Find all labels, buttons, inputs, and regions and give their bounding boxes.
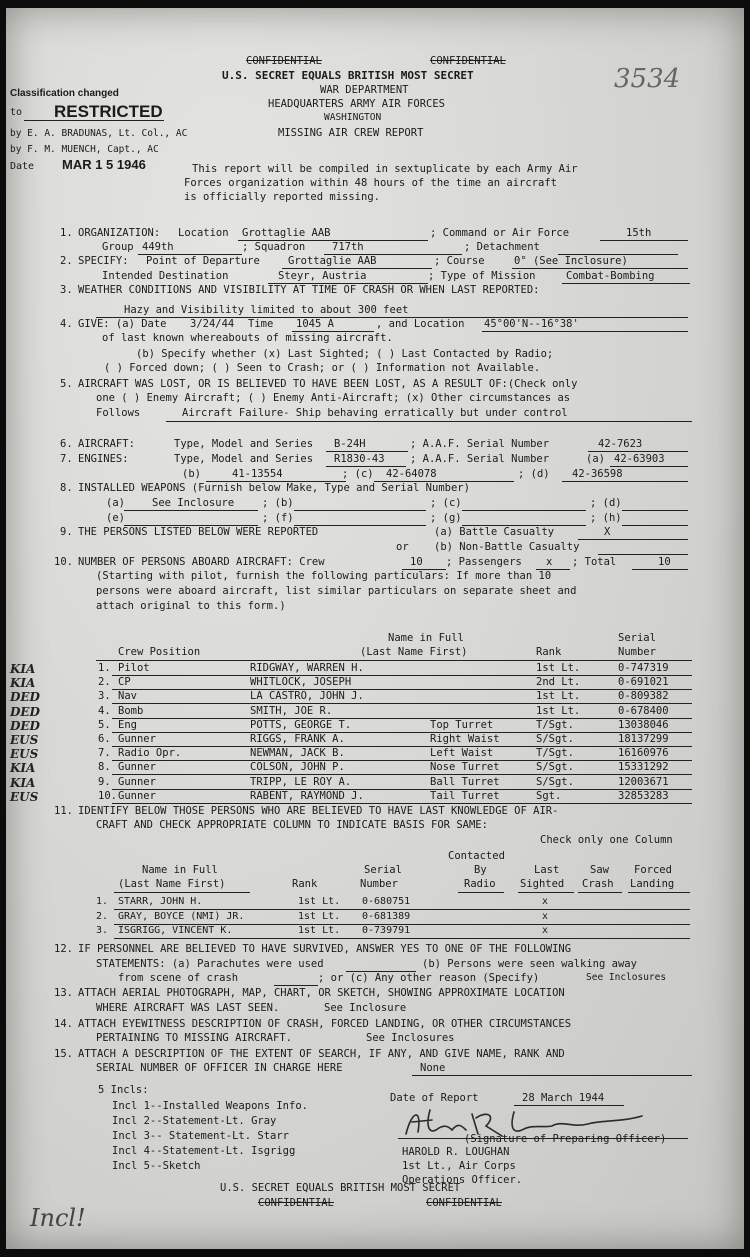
crew-status-mark: DED <box>10 718 40 733</box>
item10-passengers-label: ; Passengers <box>446 556 522 568</box>
signature-label: (Signature of Preparing Officer) <box>464 1133 667 1145</box>
item2-destination-label: Intended Destination <box>102 270 229 282</box>
item10-line4: attach original to this form.) <box>96 600 286 612</box>
item10-crew: 10 <box>410 556 423 568</box>
item4-line3: (b) Specify whether (x) Last Sighted; ( ) Last Contacted by Radio; <box>136 348 554 360</box>
classification-date: MAR 1 5 1946 <box>62 157 146 172</box>
item11-header-rank: Rank <box>292 878 318 890</box>
crew-status-mark: KIA <box>10 676 36 691</box>
item11-check-only: Check only one Column <box>540 834 673 846</box>
item11-header-crash: Crash <box>582 878 614 890</box>
crew-row-number: 3. <box>98 690 111 703</box>
item8-f: ; (f) <box>262 512 294 524</box>
item11-number: 11. <box>54 805 73 817</box>
signer-name: HAROLD R. LOUGHAN <box>402 1146 510 1158</box>
date-of-report-label: Date of Report <box>390 1092 479 1104</box>
item11-header-landing: Landing <box>630 878 675 890</box>
item7-c: 42-64078 <box>386 468 437 480</box>
item14-line1: ATTACH EYEWITNESS DESCRIPTION OF CRASH, FORCED LANDING, OR OTHER CIRCUMSTANCES <box>78 1018 572 1030</box>
witness-serial: 0-680751 <box>362 896 411 907</box>
report-title: MISSING AIR CREW REPORT <box>278 127 424 139</box>
crew-header-rank: Rank <box>536 646 562 658</box>
incl-item: Incl 2--Statement-Lt. Gray <box>112 1115 277 1127</box>
crew-serial: 13038046 <box>618 718 669 731</box>
item7-c-label: ; (c) <box>342 468 374 480</box>
crew-position: Eng <box>118 718 137 731</box>
crew-row-number: 6. <box>98 733 111 745</box>
crew-name: NEWMAN, JACK B. <box>250 747 345 760</box>
crew-status-mark: KIA <box>10 775 36 790</box>
crew-rank: T/Sgt. <box>536 718 574 731</box>
witness-rank: 1st Lt. <box>298 910 341 922</box>
witness-row-number: 1. <box>96 896 109 907</box>
item10-line3: persons were aboard aircraft, list similar particulars on separate sheet and <box>96 585 577 597</box>
item15-number: 15. <box>54 1048 73 1060</box>
item12-line2b: (b) Persons were seen walking away <box>422 958 637 970</box>
footer-conf-right: CONFIDENTIAL <box>426 1197 502 1209</box>
crew-position: CP <box>118 676 131 689</box>
item5-line2: one ( ) Enemy Aircraft; ( ) Enemy Anti-Aircraft; (x) Other circumstances as <box>96 392 571 404</box>
item8-d: ; (d) <box>590 497 622 509</box>
crew-name: RIGGS, FRANK A. <box>250 733 345 745</box>
crew-serial: 32853283 <box>618 789 669 802</box>
item10-label: NUMBER OF PERSONS ABOARD AIRCRAFT: Crew <box>78 556 325 568</box>
item2-mission-label: ; Type of Mission <box>428 270 536 282</box>
item11-header-name-1: Name in Full <box>142 864 218 876</box>
item12-number: 12. <box>54 943 73 955</box>
item2-destination: Steyr, Austria <box>278 270 367 282</box>
item11-header-forced: Forced <box>634 864 672 876</box>
classification-by1: by E. A. BRADUNAS, Lt. Col., AC <box>10 128 188 139</box>
crew-row-number: 5. <box>98 718 111 731</box>
item4-line4: ( ) Forced down; ( ) Seen to Crash; or ( ) Information not Available. <box>104 362 541 374</box>
crew-rank: 1st Lt. <box>536 704 581 717</box>
item1-command-label: ; Command or Air Force <box>430 227 570 239</box>
item2-departure-label: Point of Departure <box>146 255 260 267</box>
crew-rank: T/Sgt. <box>536 747 574 760</box>
incl-item: Incl 5--Sketch <box>112 1160 201 1172</box>
witness-serial: 0-739791 <box>362 925 411 936</box>
item8-label: INSTALLED WEAPONS (Furnish below Make, Type and Serial Number) <box>78 482 470 494</box>
item14-number: 14. <box>54 1018 73 1030</box>
item13-line2b: See Inclosure <box>324 1002 407 1014</box>
item3-number: 3. <box>60 284 73 296</box>
crew-status-mark: EUS <box>10 789 39 804</box>
crew-status-mark: EUS <box>10 747 39 762</box>
item11-line2: CRAFT AND CHECK APPROPRIATE COLUMN TO INDICATE BASIS FOR SAME: <box>96 819 488 831</box>
item4-location-label: , and Location <box>376 318 465 330</box>
header-conf-right: CONFIDENTIAL <box>430 55 506 67</box>
witness-rank: 1st Lt. <box>298 925 341 936</box>
crew-position: Pilot <box>118 662 150 674</box>
incl-item: Incl 4--Statement-Lt. Isgrigg <box>112 1145 296 1157</box>
item1-command: 15th <box>626 227 652 239</box>
item4-label: GIVE: (a) Date <box>78 318 167 330</box>
classification-by2: by F. M. MUENCH, Capt., AC <box>10 144 159 155</box>
item11-line1: IDENTIFY BELOW THOSE PERSONS WHO ARE BELIEVED TO HAVE LAST KNOWLEDGE OF AIR- <box>78 805 559 817</box>
item11-header-serial-1: Serial <box>364 864 402 876</box>
intro-line-2: Forces organization within 48 hours of the time an aircraft <box>184 177 557 189</box>
item9-a-value: X <box>604 526 611 538</box>
item13-line1: ATTACH AERIAL PHOTOGRAPH, MAP, CHART, OR SKETCH, SHOWING APPROXIMATE LOCATION <box>78 987 565 999</box>
crew-row-number: 8. <box>98 761 111 774</box>
item2-course-label: ; Course <box>434 255 485 267</box>
item7-b: 41-13554 <box>232 468 283 480</box>
witness-row-number: 3. <box>96 925 109 936</box>
crew-serial: 15331292 <box>618 761 669 774</box>
crew-serial: 12003671 <box>618 775 669 788</box>
witness-serial: 0-681389 <box>362 910 411 922</box>
crew-rank: S/Sgt. <box>536 775 574 788</box>
item1-number: 1. <box>60 227 73 239</box>
item8-h: ; (h) <box>590 512 622 524</box>
item5-number: 5. <box>60 378 73 390</box>
witness-name: STARR, JOHN H. <box>118 896 203 907</box>
crew-serial: 18137299 <box>618 733 669 745</box>
crew-header-serial-1: Serial <box>618 632 656 644</box>
crew-name: WHITLOCK, JOSEPH <box>250 676 352 689</box>
header-dept: WAR DEPARTMENT <box>320 84 409 96</box>
item7-number: 7. <box>60 453 73 465</box>
item7-serial-label: ; A.A.F. Serial Number <box>410 453 550 465</box>
item7-d: 42-36598 <box>572 468 623 480</box>
item2-number: 2. <box>60 255 73 267</box>
item7-b-label: (b) <box>182 468 201 480</box>
item10-number: 10. <box>54 556 73 568</box>
crew-serial: 0-678400 <box>618 704 669 717</box>
item8-c: ; (c) <box>430 497 462 509</box>
crew-rank: 1st Lt. <box>536 690 581 703</box>
item12-line1: IF PERSONNEL ARE BELIEVED TO HAVE SURVIVED, ANSWER YES TO ONE OF THE FOLLOWING <box>78 943 572 955</box>
item5-line3-label: Follows <box>96 407 141 419</box>
item9-b: (b) Non-Battle Casualty <box>434 541 580 553</box>
item1-group: 449th <box>142 241 174 253</box>
item5-line3: Aircraft Failure- Ship behaving erratically but under control <box>182 407 568 419</box>
item6-label: AIRCRAFT: <box>78 438 135 450</box>
item9-a: (a) Battle Casualty <box>434 526 555 538</box>
item7-d-label: ; (d) <box>518 468 550 480</box>
item9-number: 9. <box>60 526 73 538</box>
header-conf-left: CONFIDENTIAL <box>246 55 322 67</box>
incl-item: Incl 1--Installed Weapons Info. <box>112 1100 308 1112</box>
item13-line2: WHERE AIRCRAFT WAS LAST SEEN. <box>96 1002 280 1014</box>
witness-name: ISGRIGG, VINCENT K. <box>118 925 233 936</box>
crew-position: Gunner <box>118 733 156 745</box>
item10-total-label: ; Total <box>572 556 617 568</box>
item11-header-contacted: Contacted <box>448 850 505 862</box>
item1-location: Grottaglie AAB <box>242 227 331 239</box>
header-city: WASHINGTON <box>324 112 382 123</box>
item10-passengers: x <box>546 556 553 568</box>
crew-name: RIDGWAY, WARREN H. <box>250 662 364 674</box>
crew-position: Nav <box>118 690 137 703</box>
witness-last-sighted-mark: x <box>542 925 549 936</box>
header-equals: U.S. SECRET EQUALS BRITISH MOST SECRET <box>222 69 474 82</box>
witness-row-number: 2. <box>96 910 109 922</box>
item4-location: 45°00'N--16°38' <box>484 318 579 330</box>
crew-row-number: 9. <box>98 775 111 788</box>
item11-header-sighted: Sighted <box>520 878 565 890</box>
crew-row-number: 4. <box>98 704 111 717</box>
item8-a-value: See Inclosure <box>152 497 235 509</box>
item4-time: 1045 A <box>296 318 334 330</box>
signer-rank: 1st Lt., Air Corps <box>402 1160 516 1172</box>
item2-departure: Grottaglie AAB <box>288 255 377 267</box>
item12-line3b: ; or (c) Any other reason (Specify) <box>318 972 540 984</box>
crew-rank: S/Sgt. <box>536 761 574 774</box>
crew-station: Tail Turret <box>430 789 500 802</box>
crew-position: Gunner <box>118 775 156 788</box>
item4-line2: of last known whereabouts of missing aircraft. <box>102 332 393 344</box>
item7-type: R1830-43 <box>334 453 385 465</box>
item4-date: 3/24/44 <box>190 318 235 330</box>
witness-rank: 1st Lt. <box>298 896 341 907</box>
item6-type: B-24H <box>334 438 366 450</box>
item2-mission: Combat-Bombing <box>566 270 655 282</box>
item10-total: 10 <box>658 556 671 568</box>
witness-name: GRAY, BOYCE (NMI) JR. <box>118 910 245 922</box>
date-of-report: 28 March 1944 <box>522 1092 605 1104</box>
item6-serial: 42-7623 <box>598 438 643 450</box>
crew-name: TRIPP, LE ROY A. <box>250 775 352 788</box>
item5-line1: AIRCRAFT WAS LOST, OR IS BELIEVED TO HAVE BEEN LOST, AS A RESULT OF:(Check only <box>78 378 578 390</box>
witness-last-sighted-mark: x <box>542 910 549 922</box>
item12-line3a: from scene of crash <box>118 972 239 984</box>
crew-header-serial-2: Number <box>618 646 656 658</box>
footer-conf-left: CONFIDENTIAL <box>258 1197 334 1209</box>
crew-status-mark: DED <box>10 704 40 719</box>
item14-line2: PERTAINING TO MISSING AIRCRAFT. <box>96 1032 292 1044</box>
classification-to-label: to <box>10 107 23 118</box>
item2-course: 0° (See Inclosure) <box>514 255 628 267</box>
classification-restricted: RESTRICTED <box>54 102 163 121</box>
crew-row-number: 7. <box>98 747 111 760</box>
item6-number: 6. <box>60 438 73 450</box>
item1-location-label: Location <box>178 227 229 239</box>
classification-date-label: Date <box>10 161 35 172</box>
item10-line2: (Starting with pilot, furnish the following particulars: If more than 10 <box>96 570 552 582</box>
item8-number: 8. <box>60 482 73 494</box>
intro-line-3: is officially reported missing. <box>184 191 380 203</box>
crew-status-mark: EUS <box>10 733 39 747</box>
crew-row-number: 1. <box>98 662 111 674</box>
crew-header-name-2: (Last Name First) <box>360 646 468 658</box>
item3-value: Hazy and Visibility limited to about 300 feet <box>124 304 409 316</box>
item7-type-label: Type, Model and Series <box>174 453 314 465</box>
crew-station: Ball Turret <box>430 775 500 788</box>
footer-equals: U.S. SECRET EQUALS BRITISH MOST SECRET <box>220 1182 461 1194</box>
item11-header-last: Last <box>534 864 560 876</box>
item11-header-name-2: (Last Name First) <box>118 878 226 890</box>
crew-serial: 16160976 <box>618 747 669 760</box>
item13-number: 13. <box>54 987 73 999</box>
item12-line2a: STATEMENTS: (a) Parachutes were used <box>96 958 324 970</box>
crew-station: Nose Turret <box>430 761 500 774</box>
crew-position: Radio Opr. <box>118 747 182 760</box>
crew-serial: 0-809382 <box>618 690 669 703</box>
report-page <box>6 8 744 1249</box>
crew-serial: 0-691021 <box>618 676 669 689</box>
crew-header-position: Crew Position <box>118 646 201 658</box>
header-hq: HEADQUARTERS ARMY AIR FORCES <box>268 98 446 110</box>
item15-line2: SERIAL NUMBER OF OFFICER IN CHARGE HERE <box>96 1062 343 1074</box>
crew-status-mark: KIA <box>10 761 36 776</box>
item8-a: (a) <box>106 497 125 509</box>
item7-label: ENGINES: <box>78 453 129 465</box>
crew-station: Left Waist <box>430 747 494 760</box>
crew-name: COLSON, JOHN P. <box>250 761 345 774</box>
crew-name: LA CASTRO, JOHN J. <box>250 690 364 703</box>
crew-rank: Sgt. <box>536 789 562 802</box>
item11-header-saw: Saw <box>590 864 609 876</box>
item9-label: THE PERSONS LISTED BELOW WERE REPORTED <box>78 526 319 538</box>
crew-header-name-1: Name in Full <box>388 632 464 644</box>
incl-item: Incl 3-- Statement-Lt. Starr <box>112 1130 290 1142</box>
crew-status-mark: KIA <box>10 662 36 676</box>
item12-line3c: See Inclosures <box>586 972 667 983</box>
crew-station: Top Turret <box>430 718 494 731</box>
item8-e: (e) <box>106 512 125 524</box>
crew-name: SMITH, JOE R. <box>250 704 333 717</box>
item1-squadron-label: ; Squadron <box>242 241 306 253</box>
item8-g: ; (g) <box>430 512 462 524</box>
macr-number: 3534 <box>614 64 681 94</box>
item9-or: or <box>396 541 409 553</box>
item15-line1: ATTACH A DESCRIPTION OF THE EXTENT OF SEARCH, IF ANY, AND GIVE NAME, RANK AND <box>78 1048 565 1060</box>
item4-number: 4. <box>60 318 73 330</box>
item6-type-label: Type, Model and Series <box>174 438 314 450</box>
item15-line2b: None <box>420 1062 446 1074</box>
crew-position: Gunner <box>118 789 156 802</box>
incls-title: 5 Incls: <box>98 1084 149 1096</box>
classification-changed: Classification changed <box>10 88 119 99</box>
item11-header-radio: Radio <box>464 878 496 890</box>
item7-a: 42-63903 <box>614 453 665 465</box>
item6-serial-label: ; A.A.F. Serial Number <box>410 438 550 450</box>
crew-row-number: 10. <box>98 789 117 802</box>
crew-serial: 0-747319 <box>618 662 669 674</box>
item7-a-label: (a) <box>586 453 605 465</box>
item1-label: ORGANIZATION: <box>78 227 161 239</box>
crew-station: Right Waist <box>430 733 500 745</box>
item2-label: SPECIFY: <box>78 255 129 267</box>
crew-rank: 1st Lt. <box>536 662 581 674</box>
crew-position: Gunner <box>118 761 156 774</box>
intro-line-1: This report will be compiled in sextuplicate by each Army Air <box>192 163 578 175</box>
item11-header-by: By <box>474 864 487 876</box>
item8-b: ; (b) <box>262 497 294 509</box>
crew-rank: 2nd Lt. <box>536 676 581 689</box>
item1-squadron: 717th <box>332 241 364 253</box>
item14-line2b: See Inclosures <box>366 1032 455 1044</box>
item4-time-label: Time <box>248 318 274 330</box>
crew-position: Bomb <box>118 704 144 717</box>
crew-name: RABENT, RAYMOND J. <box>250 789 364 802</box>
signer-title: Operations Officer. <box>402 1174 523 1186</box>
item3-label: WEATHER CONDITIONS AND VISIBILITY AT TIME OF CRASH OR WHEN LAST REPORTED: <box>78 284 540 296</box>
crew-rank: S/Sgt. <box>536 733 574 745</box>
crew-status-mark: DED <box>10 690 40 705</box>
crew-name: POTTS, GEORGE T. <box>250 718 352 731</box>
item1-group-label: Group <box>102 241 134 253</box>
witness-last-sighted-mark: x <box>542 896 549 907</box>
footer-incl-scrawl: Incl! <box>30 1204 86 1232</box>
item1-detachment-label: ; Detachment <box>464 241 540 253</box>
item11-header-serial-2: Number <box>360 878 398 890</box>
crew-row-number: 2. <box>98 676 111 689</box>
